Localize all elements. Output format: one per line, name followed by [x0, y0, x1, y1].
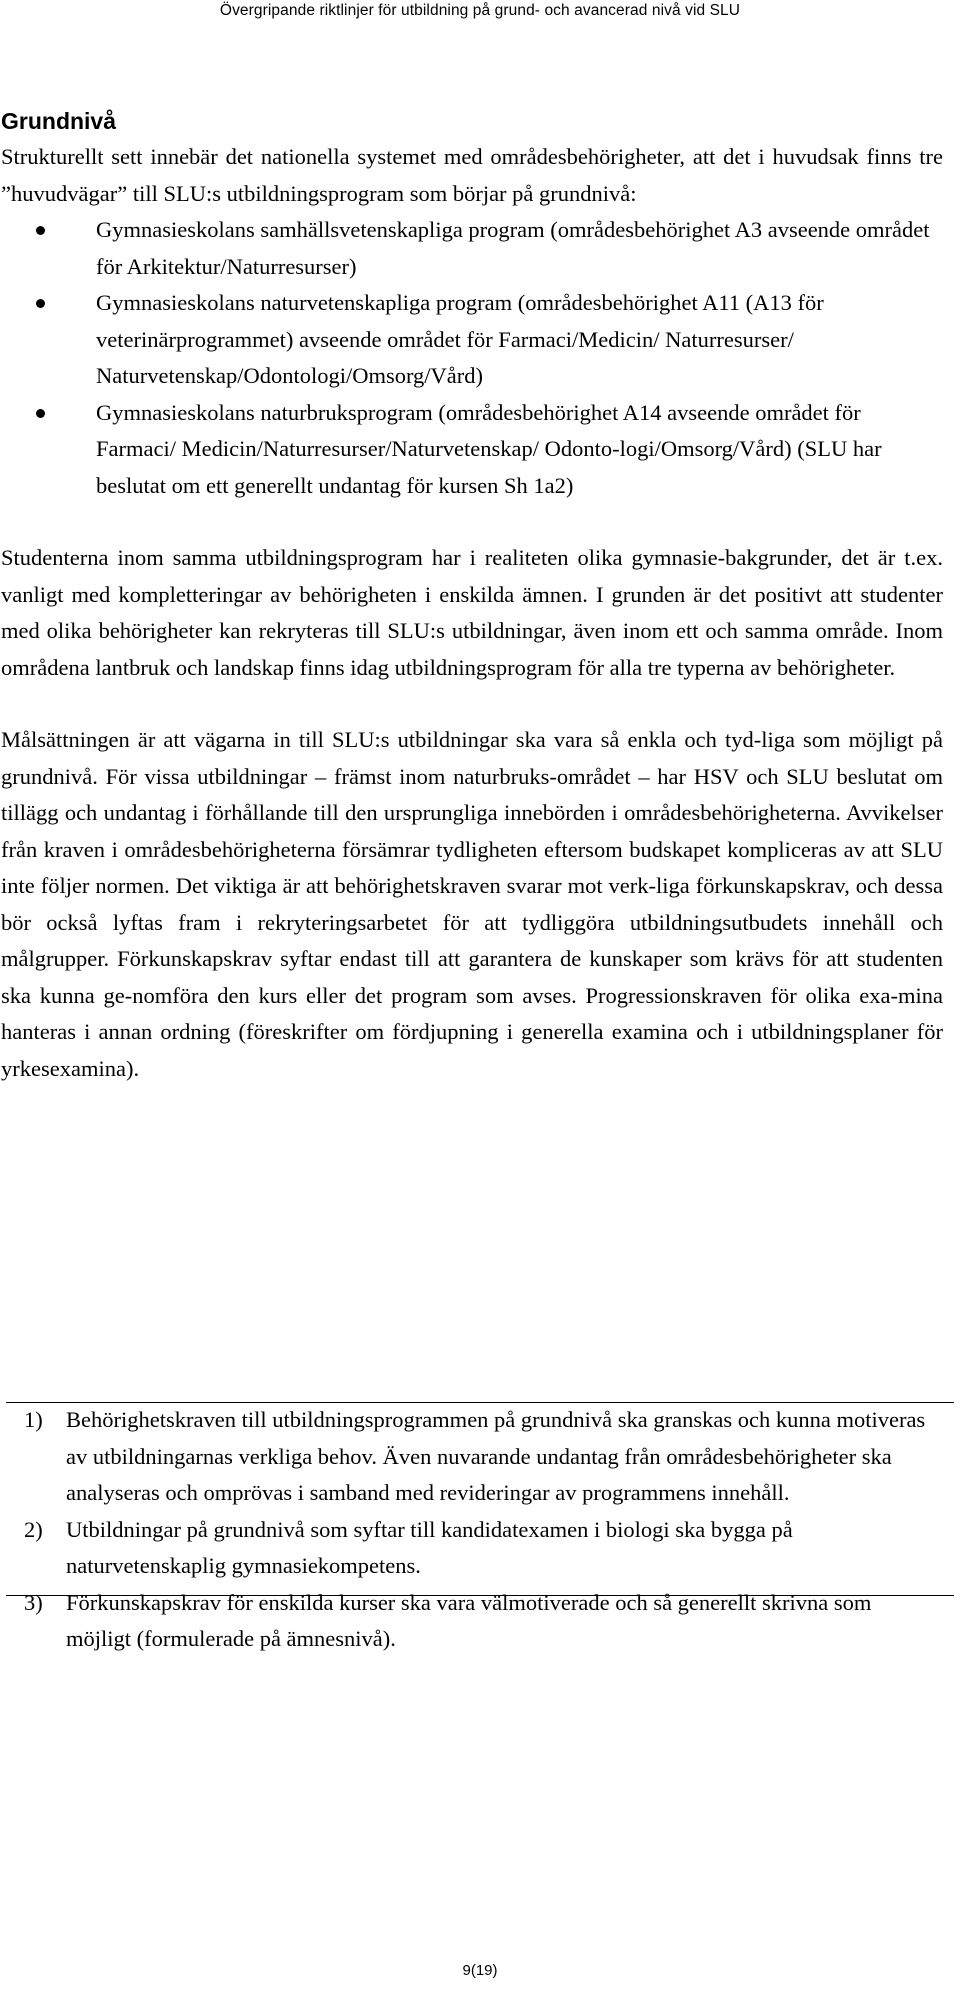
guideline-number: 1)	[24, 1407, 43, 1432]
section-heading: Grundnivå	[1, 108, 117, 134]
bullet-icon	[36, 226, 45, 235]
list-item-text: Gymnasieskolans naturvetenskapliga program (områdesbehörighet A11 (A13 för veterinärprogrammet) avseende området för Farmaci/Medicin/ Naturresurser/ Naturvetenskap/Odontologi/Omsorg/Vård)	[96, 290, 824, 388]
guideline-number: 3)	[24, 1589, 43, 1615]
list-item-text: Gymnasieskolans naturbruksprogram (områdesbehörighet A14 avseende området för Farmaci/ Medicin/Naturresurser/Naturvetenskap/ Odonto-logi/Omsorg/Vård) (SLU har beslutat om ett generellt undantag för kursen Sh 1a2)	[96, 399, 882, 498]
guideline-item	[0, 1402, 950, 1512]
list-item	[0, 395, 955, 505]
guideline-text: Behörighetskraven till utbildningsprogrammen på grundnivå ska granskas och kunna motiveras av utbildningarnas verkliga behov. Även nuvarande undantag från områdesbehörigheter ska analyseras och omprövas i samband med revideringar av programmens innehåll.	[66, 1407, 926, 1505]
guideline-number: 2)	[24, 1516, 43, 1542]
list-item-text: Gymnasieskolans samhällsvetenskapliga program (områdesbehörighet A3 avseende området för Arkitektur/Naturresurser)	[96, 217, 930, 279]
body-paragraph: Målsättningen är att vägarna in till SLU:s utbildningar ska vara så enkla och tyd-liga som möjligt på grundnivå. För vissa utbildningar – främst inom naturbruks-området – har HSV och SLU beslutat om tillägg och undantag i förhållande till den ursprungliga innebörden i områdesbehörigheterna. Avvikelser från kraven i områdesbehörigheterna försämrar tydligheten eftersom budskapet kompliceras av att SLU inte följer normen. Det viktiga är att behörighetskraven svarar mot verk-liga förkunskapskrav, och dessa bör också lyftas fram i rekryteringsarbetet för att tydliggöra utbildningsutbudets innehåll och målgrupper. Förkunskapskrav syftar endast till att garantera de kunskaper som krävs för att studenten ska kunna ge-nomföra den kurs eller det program som avses. Progressionskraven för olika exa-mina hanteras i annan ordning (föreskrifter om fördjupning i generella examina och i utbildningsplaner för yrkesexamina).	[1, 727, 943, 1081]
pathway-list	[0, 212, 955, 504]
guideline-item	[0, 1512, 950, 1585]
main-content	[0, 104, 955, 1087]
guidelines-list	[0, 1402, 950, 1658]
list-item	[0, 285, 955, 395]
running-header: Övergripande riktlinjer för utbildning på grund- och avancerad nivå vid SLU	[219, 2, 741, 19]
guideline-item	[0, 1585, 950, 1658]
guideline-text: Förkunskapskrav för enskilda kurser ska vara välmotiverade och så generellt skrivna som möjligt (formulerade på ämnesnivå).	[66, 1589, 872, 1651]
page-number: 9(19)	[462, 1962, 498, 1979]
paragraph-spacer	[0, 686, 955, 722]
guideline-text: Utbildningar på grundnivå som syftar till kandidatexamen i biologi ska bygga på naturvetenskaplig gymnasiekompetens.	[66, 1516, 793, 1578]
list-item	[0, 212, 955, 285]
bullet-icon	[36, 409, 45, 418]
body-paragraph: Studenterna inom samma utbildningsprogram har i realiteten olika gymnasie-bakgrunder, det är t.ex. vanligt med kompletteringar av behörigheten i enskilda ämnen. I grunden är det positivt att studenter med olika behörigheter kan rekryteras till SLU:s utbildningar, även inom ett och samma område. Inom områdena lantbruk och landskap finns idag utbildningsprogram för alla tre typerna av behörigheter.	[1, 545, 943, 680]
paragraph-spacer	[0, 504, 955, 540]
bullet-icon	[36, 299, 45, 308]
intro-paragraph: Strukturellt sett innebär det nationella systemet med områdesbehörigheter, att det i huvudsak finns tre ”huvudvägar” till SLU:s utbildningsprogram som börjar på grundnivå:	[1, 144, 943, 206]
